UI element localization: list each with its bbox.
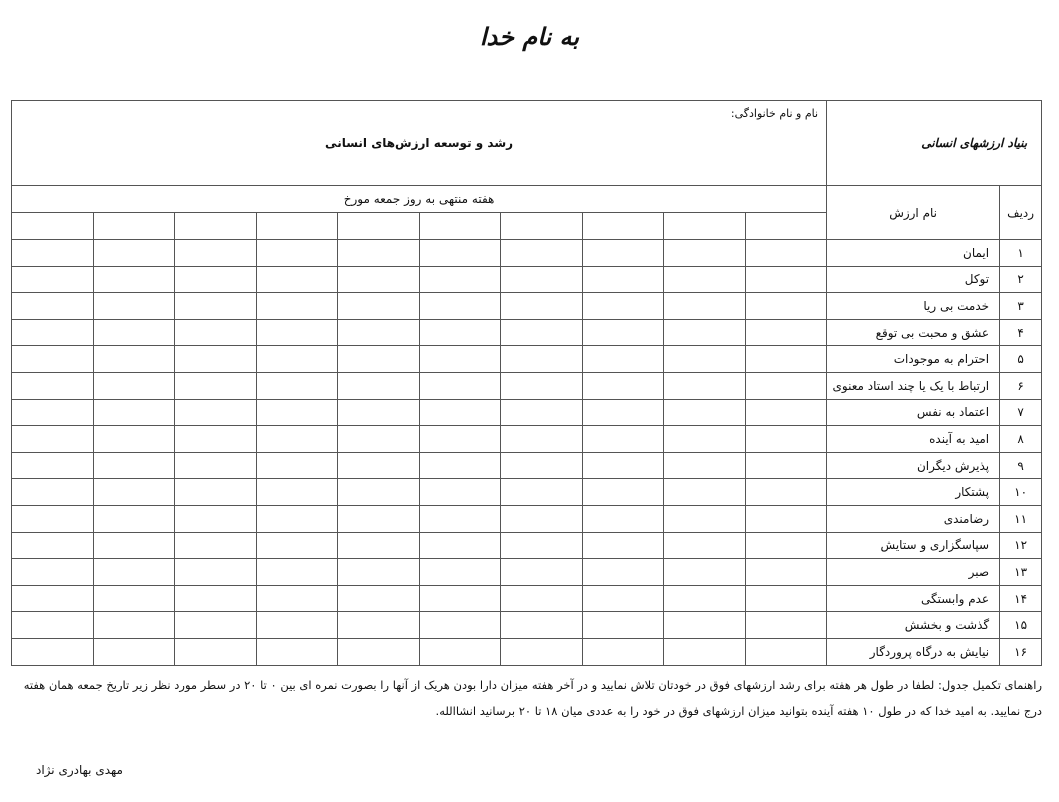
value-name: عشق و محبت بی توقع xyxy=(827,319,1000,346)
table-row xyxy=(12,319,1042,346)
score-cell[interactable] xyxy=(175,240,257,267)
score-cell[interactable] xyxy=(338,585,420,612)
score-cell[interactable] xyxy=(582,319,664,346)
row-number: ۹ xyxy=(1000,452,1042,479)
score-cell[interactable] xyxy=(338,399,420,426)
score-cell[interactable] xyxy=(501,240,583,267)
score-cell[interactable] xyxy=(664,585,746,612)
score-cell[interactable] xyxy=(501,532,583,559)
score-cell[interactable] xyxy=(175,505,257,532)
row-number: ۱۵ xyxy=(1000,612,1042,639)
table-row xyxy=(12,452,1042,479)
row-number: ۱۲ xyxy=(1000,532,1042,559)
week-date-cell[interactable] xyxy=(93,213,175,240)
score-cell[interactable] xyxy=(664,266,746,293)
score-cell[interactable] xyxy=(256,452,338,479)
score-cell[interactable] xyxy=(419,266,501,293)
header-row xyxy=(12,101,1042,186)
score-cell[interactable] xyxy=(338,479,420,506)
author-name: مهدی بهادری نژاد xyxy=(36,763,123,777)
score-cell[interactable] xyxy=(582,293,664,320)
row-number: ۶ xyxy=(1000,372,1042,399)
score-cell[interactable] xyxy=(745,505,827,532)
score-cell[interactable] xyxy=(501,346,583,373)
table-row xyxy=(12,266,1042,293)
score-cell[interactable] xyxy=(664,559,746,586)
score-cell[interactable] xyxy=(338,559,420,586)
table-row xyxy=(12,399,1042,426)
row-number: ۱۳ xyxy=(1000,559,1042,586)
value-name: ارتباط با یک یا چند استاد معنوی xyxy=(827,372,1000,399)
score-cell[interactable] xyxy=(419,293,501,320)
row-number: ۴ xyxy=(1000,319,1042,346)
score-cell[interactable] xyxy=(12,612,94,639)
score-cell[interactable] xyxy=(582,505,664,532)
score-cell[interactable] xyxy=(501,638,583,665)
family-name-label: نام و نام خانوادگی: xyxy=(730,107,819,120)
title-cell xyxy=(12,101,827,186)
score-cell[interactable] xyxy=(12,532,94,559)
score-cell[interactable] xyxy=(338,532,420,559)
score-cell[interactable] xyxy=(175,559,257,586)
row-number-header: ردیف xyxy=(1000,186,1042,240)
week-date-cell[interactable] xyxy=(12,213,94,240)
table-row xyxy=(12,240,1042,267)
value-name-header: نام ارزش xyxy=(827,186,1000,240)
main-title: رشد و توسعه ارزش‌های انسانی xyxy=(325,136,514,150)
score-cell[interactable] xyxy=(338,372,420,399)
score-cell[interactable] xyxy=(338,293,420,320)
value-name: گذشت و بخشش xyxy=(827,612,1000,639)
score-cell[interactable] xyxy=(664,426,746,453)
score-cell[interactable] xyxy=(501,505,583,532)
score-cell[interactable] xyxy=(501,266,583,293)
value-name: اعتماد به نفس xyxy=(827,399,1000,426)
score-cell[interactable] xyxy=(582,266,664,293)
score-cell[interactable] xyxy=(175,266,257,293)
score-cell[interactable] xyxy=(419,399,501,426)
score-cell[interactable] xyxy=(664,505,746,532)
value-name: رضامندی xyxy=(827,505,1000,532)
score-cell[interactable] xyxy=(256,426,338,453)
score-cell[interactable] xyxy=(419,638,501,665)
score-cell[interactable] xyxy=(501,426,583,453)
score-cell[interactable] xyxy=(745,532,827,559)
score-cell[interactable] xyxy=(175,399,257,426)
score-cell[interactable] xyxy=(93,585,175,612)
score-cell[interactable] xyxy=(419,585,501,612)
score-cell[interactable] xyxy=(582,532,664,559)
score-cell[interactable] xyxy=(175,638,257,665)
score-cell[interactable] xyxy=(582,612,664,639)
value-name: صبر xyxy=(827,559,1000,586)
score-cell[interactable] xyxy=(745,452,827,479)
score-cell[interactable] xyxy=(582,638,664,665)
score-cell[interactable] xyxy=(745,559,827,586)
value-name: عدم وابستگی xyxy=(827,585,1000,612)
value-name: پشتکار xyxy=(827,479,1000,506)
score-cell[interactable] xyxy=(745,293,827,320)
score-cell[interactable] xyxy=(256,319,338,346)
score-cell[interactable] xyxy=(12,293,94,320)
score-cell[interactable] xyxy=(582,372,664,399)
row-number: ۵ xyxy=(1000,346,1042,373)
score-cell[interactable] xyxy=(419,319,501,346)
score-cell[interactable] xyxy=(12,559,94,586)
score-cell[interactable] xyxy=(93,319,175,346)
score-cell[interactable] xyxy=(256,293,338,320)
week-header: هفته منتهی به روز جمعه مورخ xyxy=(12,186,827,213)
row-number: ۱ xyxy=(1000,240,1042,267)
row-number: ۱۴ xyxy=(1000,585,1042,612)
score-cell[interactable] xyxy=(338,612,420,639)
week-date-cell[interactable] xyxy=(501,213,583,240)
score-cell[interactable] xyxy=(745,240,827,267)
value-name: نیایش به درگاه پروردگار xyxy=(827,638,1000,665)
score-cell[interactable] xyxy=(256,240,338,267)
logo: بنیاد ارزشهای انسانی xyxy=(827,101,1042,186)
week-date-cell[interactable] xyxy=(338,213,420,240)
score-cell[interactable] xyxy=(745,426,827,453)
score-cell[interactable] xyxy=(256,585,338,612)
score-cell[interactable] xyxy=(12,585,94,612)
score-cell[interactable] xyxy=(12,452,94,479)
score-cell[interactable] xyxy=(582,559,664,586)
score-cell[interactable] xyxy=(93,612,175,639)
value-name: سپاسگزاری و ستایش xyxy=(827,532,1000,559)
score-cell[interactable] xyxy=(175,612,257,639)
score-cell[interactable] xyxy=(664,346,746,373)
page-title: به نام خدا xyxy=(479,22,580,51)
row-number: ۱۰ xyxy=(1000,479,1042,506)
score-cell[interactable] xyxy=(93,266,175,293)
score-cell[interactable] xyxy=(745,638,827,665)
score-cell[interactable] xyxy=(582,452,664,479)
score-cell[interactable] xyxy=(745,612,827,639)
score-cell[interactable] xyxy=(419,452,501,479)
score-cell[interactable] xyxy=(745,319,827,346)
score-cell[interactable] xyxy=(501,479,583,506)
score-cell[interactable] xyxy=(256,372,338,399)
score-cell[interactable] xyxy=(419,346,501,373)
score-cell[interactable] xyxy=(93,293,175,320)
score-cell[interactable] xyxy=(338,505,420,532)
week-date-cell[interactable] xyxy=(664,213,746,240)
value-name: ایمان xyxy=(827,240,1000,267)
score-cell[interactable] xyxy=(12,505,94,532)
score-cell[interactable] xyxy=(582,585,664,612)
score-cell[interactable] xyxy=(338,266,420,293)
score-cell[interactable] xyxy=(501,319,583,346)
score-cell[interactable] xyxy=(12,638,94,665)
score-cell[interactable] xyxy=(745,585,827,612)
score-cell[interactable] xyxy=(419,559,501,586)
value-name: پذیرش دیگران xyxy=(827,452,1000,479)
score-cell[interactable] xyxy=(12,372,94,399)
score-cell[interactable] xyxy=(501,452,583,479)
row-number: ۲ xyxy=(1000,266,1042,293)
score-cell[interactable] xyxy=(256,346,338,373)
table-row xyxy=(12,612,1042,639)
score-cell[interactable] xyxy=(256,399,338,426)
score-cell[interactable] xyxy=(419,479,501,506)
score-cell[interactable] xyxy=(93,240,175,267)
week-date-cell[interactable] xyxy=(582,213,664,240)
value-name: توکل xyxy=(827,266,1000,293)
week-date-cell[interactable] xyxy=(256,213,338,240)
score-cell[interactable] xyxy=(175,293,257,320)
score-cell[interactable] xyxy=(175,532,257,559)
score-cell[interactable] xyxy=(338,319,420,346)
score-cell[interactable] xyxy=(93,638,175,665)
guide-text: راهنمای تکمیل جدول: لطفا در طول هر هفته برای رشد ارزشهای فوق در خودتان تلاش نمایید و در آخر هفته میزان دارا بودن هریک از آنها را بصورت نمره ای بین ۰ تا ۲۰ در سطر مورد نظر زیر تاریخ جمعه همان هفته درج نمایید. به امید خدا که در طول ۱۰ هفته آینده بتوانید میزان ارزشهای فوق در خود را به عددی میان ۱۸ تا ۲۰ برسانید انشاالله. xyxy=(23,678,1042,718)
row-number: ۱۶ xyxy=(1000,638,1042,665)
score-cell[interactable] xyxy=(338,240,420,267)
score-cell[interactable] xyxy=(256,638,338,665)
table-row xyxy=(12,293,1042,320)
score-cell[interactable] xyxy=(582,426,664,453)
score-cell[interactable] xyxy=(419,426,501,453)
score-cell[interactable] xyxy=(338,638,420,665)
score-cell[interactable] xyxy=(175,372,257,399)
score-cell[interactable] xyxy=(175,479,257,506)
week-date-cell[interactable] xyxy=(175,213,257,240)
score-cell[interactable] xyxy=(664,399,746,426)
score-cell[interactable] xyxy=(501,399,583,426)
score-cell[interactable] xyxy=(175,319,257,346)
score-cell[interactable] xyxy=(582,240,664,267)
row-number: ۷ xyxy=(1000,399,1042,426)
row-number: ۱۱ xyxy=(1000,505,1042,532)
score-cell[interactable] xyxy=(12,346,94,373)
score-cell[interactable] xyxy=(419,612,501,639)
score-cell[interactable] xyxy=(419,505,501,532)
score-cell[interactable] xyxy=(175,585,257,612)
score-cell[interactable] xyxy=(501,372,583,399)
score-cell[interactable] xyxy=(501,585,583,612)
score-cell[interactable] xyxy=(338,426,420,453)
table-row xyxy=(12,426,1042,453)
score-cell[interactable] xyxy=(93,346,175,373)
score-cell[interactable] xyxy=(256,505,338,532)
score-cell[interactable] xyxy=(664,612,746,639)
score-cell[interactable] xyxy=(12,240,94,267)
score-cell[interactable] xyxy=(93,505,175,532)
score-cell[interactable] xyxy=(93,559,175,586)
score-cell[interactable] xyxy=(582,346,664,373)
table-row xyxy=(12,372,1042,399)
table-row xyxy=(12,505,1042,532)
table-row xyxy=(12,479,1042,506)
score-cell[interactable] xyxy=(256,479,338,506)
score-cell[interactable] xyxy=(419,372,501,399)
score-cell[interactable] xyxy=(93,479,175,506)
score-cell[interactable] xyxy=(175,426,257,453)
score-cell[interactable] xyxy=(582,479,664,506)
score-cell[interactable] xyxy=(93,452,175,479)
score-cell[interactable] xyxy=(664,372,746,399)
value-name: امید به آینده xyxy=(827,426,1000,453)
score-cell[interactable] xyxy=(664,319,746,346)
score-cell[interactable] xyxy=(582,399,664,426)
score-cell[interactable] xyxy=(501,293,583,320)
value-name: احترام به موجودات xyxy=(827,346,1000,373)
score-cell[interactable] xyxy=(93,399,175,426)
score-cell[interactable] xyxy=(664,532,746,559)
score-cell[interactable] xyxy=(338,346,420,373)
score-cell[interactable] xyxy=(12,426,94,453)
score-cell[interactable] xyxy=(745,372,827,399)
score-cell[interactable] xyxy=(745,266,827,293)
row-number: ۸ xyxy=(1000,426,1042,453)
week-date-cell[interactable] xyxy=(745,213,827,240)
score-cell[interactable] xyxy=(93,426,175,453)
week-date-cell[interactable] xyxy=(419,213,501,240)
score-cell[interactable] xyxy=(12,266,94,293)
score-cell[interactable] xyxy=(501,612,583,639)
table-row xyxy=(12,638,1042,665)
score-cell[interactable] xyxy=(12,479,94,506)
score-cell[interactable] xyxy=(12,319,94,346)
score-cell[interactable] xyxy=(93,372,175,399)
score-cell[interactable] xyxy=(745,479,827,506)
table-row xyxy=(12,585,1042,612)
score-cell[interactable] xyxy=(664,240,746,267)
values-table xyxy=(11,100,1042,666)
column-header-row xyxy=(12,186,1042,213)
score-cell[interactable] xyxy=(175,452,257,479)
score-cell[interactable] xyxy=(93,532,175,559)
score-cell[interactable] xyxy=(256,532,338,559)
score-cell[interactable] xyxy=(256,612,338,639)
score-cell[interactable] xyxy=(745,399,827,426)
score-cell[interactable] xyxy=(664,479,746,506)
score-cell[interactable] xyxy=(12,399,94,426)
table-row xyxy=(12,346,1042,373)
score-cell[interactable] xyxy=(664,293,746,320)
value-name: خدمت بی ریا xyxy=(827,293,1000,320)
score-cell[interactable] xyxy=(419,532,501,559)
row-number: ۳ xyxy=(1000,293,1042,320)
score-cell[interactable] xyxy=(745,346,827,373)
score-cell[interactable] xyxy=(664,452,746,479)
score-cell[interactable] xyxy=(664,638,746,665)
score-cell[interactable] xyxy=(256,559,338,586)
table-row xyxy=(12,532,1042,559)
score-cell[interactable] xyxy=(338,452,420,479)
score-cell[interactable] xyxy=(256,266,338,293)
score-cell[interactable] xyxy=(501,559,583,586)
table-row xyxy=(12,559,1042,586)
score-cell[interactable] xyxy=(419,240,501,267)
score-cell[interactable] xyxy=(175,346,257,373)
